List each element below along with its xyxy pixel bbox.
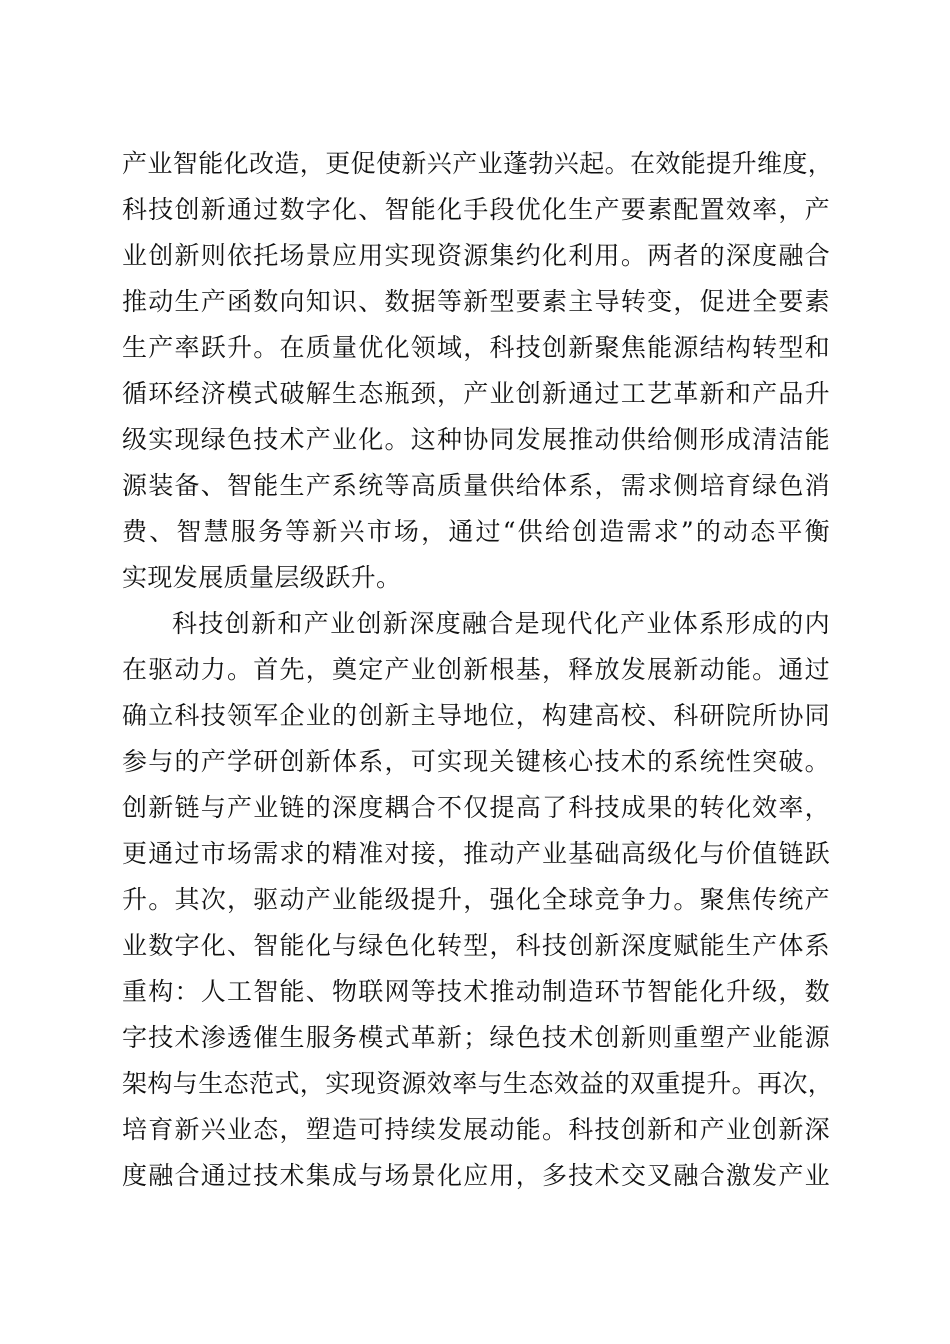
text-line: 源装备、智能生产系统等高质量供给体系，需求侧培育绿色消 — [122, 471, 830, 500]
text-line: 更通过市场需求的精准对接，推动产业基础高级化与价值链跃 — [122, 839, 830, 868]
text-line: 生产率跃升。在质量优化领域，科技创新聚焦能源结构转型和 — [122, 333, 830, 362]
text-line: 产业智能化改造，更促使新兴产业蓬勃兴起。在效能提升维度， — [122, 149, 834, 178]
text-line: 升。其次，驱动产业能级提升，强化全球竞争力。聚焦传统产 — [122, 885, 830, 914]
text-line: 在驱动力。首先，奠定产业创新根基，释放发展新动能。通过 — [122, 655, 830, 684]
text-line: 度融合通过技术集成与场景化应用，多技术交叉融合激发产业 — [122, 1161, 830, 1190]
text-line: 业数字化、智能化与绿色化转型，科技创新深度赋能生产体系 — [122, 931, 830, 960]
text-line: 培育新兴业态，塑造可持续发展动能。科技创新和产业创新深 — [122, 1115, 830, 1144]
text-line: 重构：人工智能、物联网等技术推动制造环节智能化升级，数 — [122, 977, 830, 1006]
text-line: 参与的产学研创新体系，可实现关键核心技术的系统性突破。 — [122, 747, 830, 776]
text-line: 创新链与产业链的深度耦合不仅提高了科技成果的转化效率， — [122, 793, 830, 822]
text-line: 业创新则依托场景应用实现资源集约化利用。两者的深度融合 — [122, 241, 830, 270]
text-line: 费、智慧服务等新兴市场，通过“供给创造需求”的动态平衡 — [122, 517, 830, 546]
text-line: 字技术渗透催生服务模式革新；绿色技术创新则重塑产业能源 — [122, 1023, 830, 1052]
text-line: 架构与生态范式，实现资源效率与生态效益的双重提升。再次， — [122, 1069, 834, 1098]
text-line: 推动生产函数向知识、数据等新型要素主导转变，促进全要素 — [122, 287, 830, 316]
text-line: 确立科技领军企业的创新主导地位，构建高校、科研院所协同 — [122, 701, 830, 730]
text-line: 级实现绿色技术产业化。这种协同发展推动供给侧形成清洁能 — [122, 425, 830, 454]
text-line: 科技创新和产业创新深度融合是现代化产业体系形成的内 — [172, 609, 830, 638]
text-line: 循环经济模式破解生态瓶颈，产业创新通过工艺革新和产品升 — [122, 379, 830, 408]
text-line: 科技创新通过数字化、智能化手段优化生产要素配置效率，产 — [122, 195, 830, 224]
text-line: 实现发展质量层级跃升。 — [122, 563, 402, 592]
